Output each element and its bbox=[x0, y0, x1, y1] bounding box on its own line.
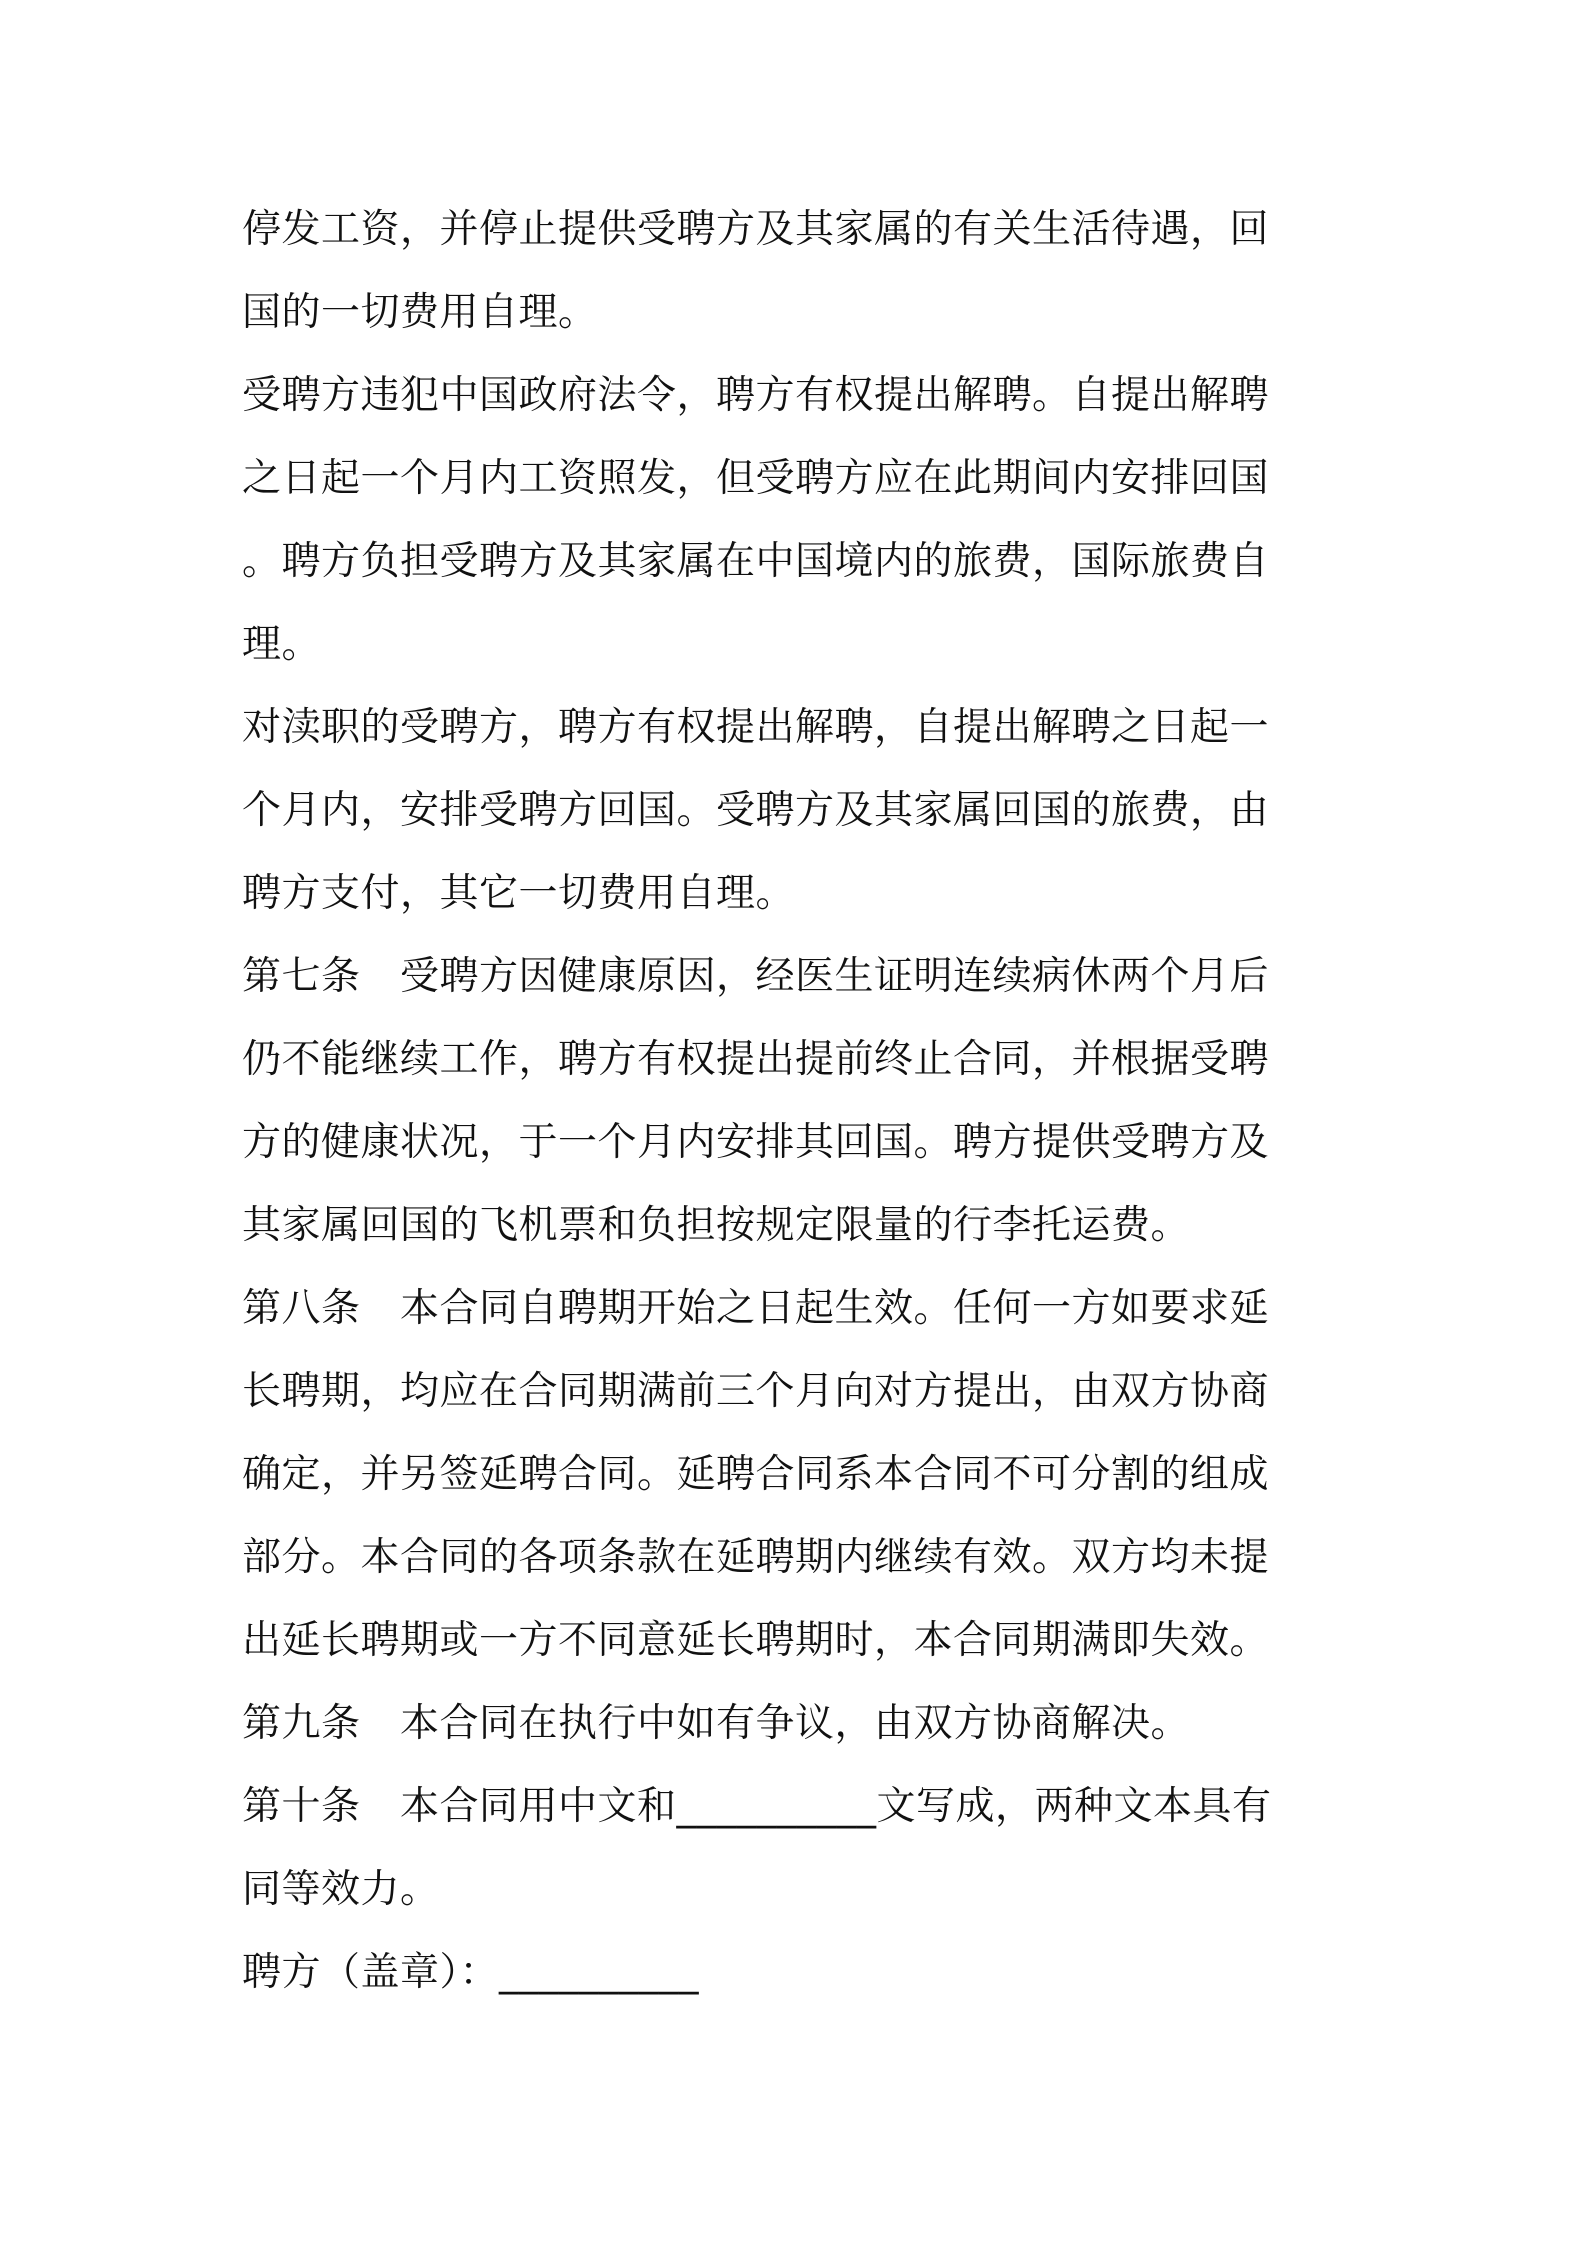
article-10-line-2: 同等效力。 bbox=[242, 1867, 440, 1912]
text-line-4: 之日起一个月内工资照发，但受聘方应在此期间内安排回国 bbox=[242, 456, 1270, 501]
text-line-8: 个月内，安排受聘方回国。受聘方及其家属回国的旅费，由 bbox=[242, 788, 1270, 833]
text-line-2: 国的一切费用自理。 bbox=[242, 290, 598, 335]
employer-seal-line: 聘方（盖章）：__________ bbox=[242, 1950, 700, 1995]
article-8-line-3: 确定，并另签延聘合同。延聘合同系本合同不可分割的组成 bbox=[242, 1452, 1270, 1497]
article-10-line-1: 第十条 本合同用中文和__________文写成，两种文本具有 bbox=[242, 1784, 1272, 1829]
text-line-3: 受聘方违犯中国政府法令，聘方有权提出解聘。自提出解聘 bbox=[242, 373, 1270, 418]
article-8-line-4: 部分。本合同的各项条款在延聘期内继续有效。双方均未提 bbox=[242, 1535, 1270, 1580]
article-7-line-3: 方的健康状况，于一个月内安排其回国。聘方提供受聘方及 bbox=[242, 1120, 1270, 1165]
text-line-7: 对渎职的受聘方，聘方有权提出解聘，自提出解聘之日起一 bbox=[242, 705, 1270, 750]
text-line-6: 理。 bbox=[242, 622, 322, 667]
article-8-line-2: 长聘期，均应在合同期满前三个月向对方提出，由双方协商 bbox=[242, 1369, 1270, 1414]
article-7-line-1: 第七条 受聘方因健康原因，经医生证明连续病休两个月后 bbox=[242, 954, 1270, 999]
article-8-line-1: 第八条 本合同自聘期开始之日起生效。任何一方如要求延 bbox=[242, 1286, 1270, 1331]
article-7-line-4: 其家属回国的飞机票和负担按规定限量的行李托运费。 bbox=[242, 1203, 1191, 1248]
text-line-1: 停发工资，并停止提供受聘方及其家属的有关生活待遇，回 bbox=[242, 207, 1270, 252]
article-8-line-5: 出延长聘期或一方不同意延长聘期时，本合同期满即失效。 bbox=[242, 1618, 1270, 1663]
contract-text bbox=[242, 188, 1352, 2014]
article-7-line-2: 仍不能继续工作，聘方有权提出提前终止合同，并根据受聘 bbox=[242, 1037, 1270, 1082]
text-line-9: 聘方支付，其它一切费用自理。 bbox=[242, 871, 796, 916]
article-9-line-1: 第九条 本合同在执行中如有争议，由双方协商解决。 bbox=[242, 1701, 1191, 1746]
text-line-5: 。聘方负担受聘方及其家属在中国境内的旅费，国际旅费自 bbox=[242, 539, 1270, 584]
